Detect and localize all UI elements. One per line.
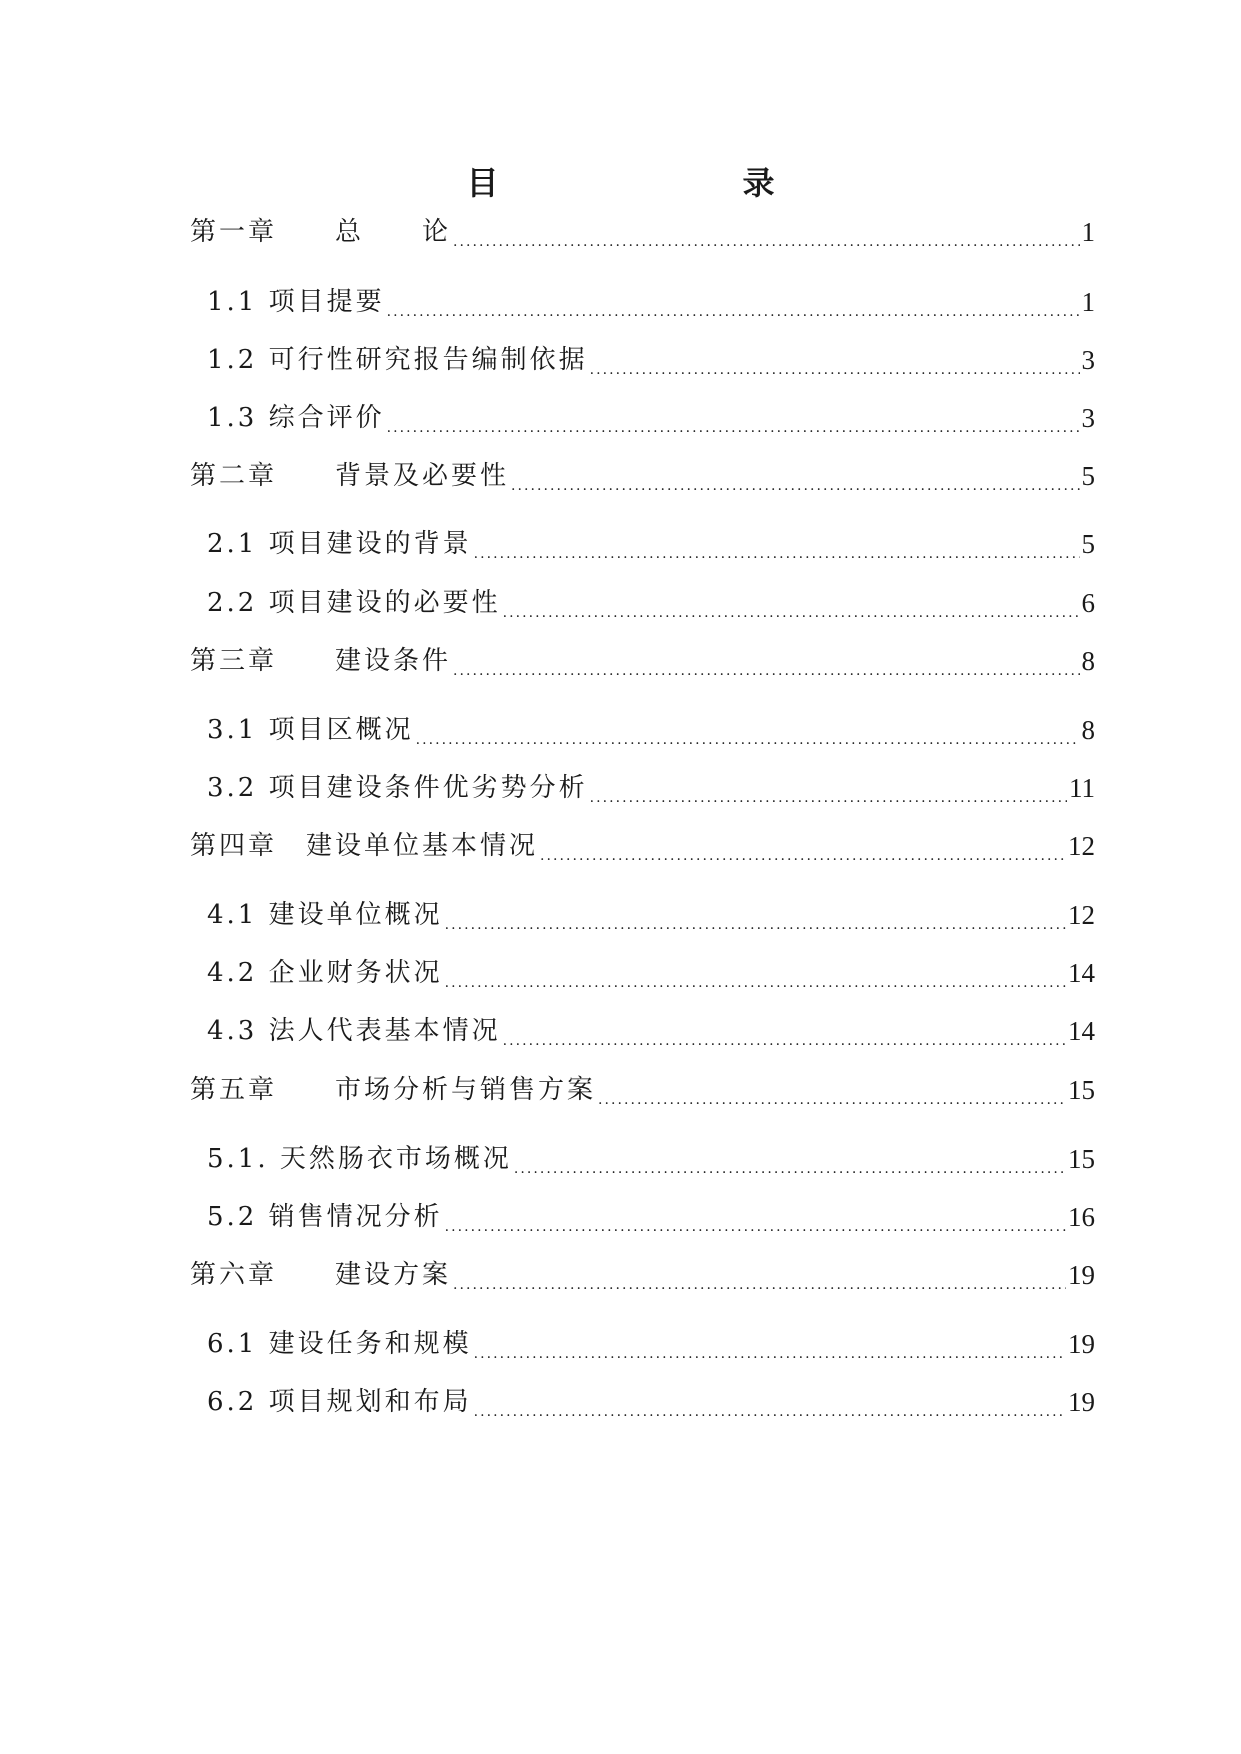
toc-entry-label: 3.1 项目区概况 — [207, 715, 414, 745]
toc-chapter-entry[interactable] — [190, 209, 1095, 249]
toc-entry-label: 4.3 法人代表基本情况 — [207, 1016, 501, 1046]
toc-entry-label: 6.1 建设任务和规模 — [207, 1329, 472, 1359]
toc-dot-leader — [598, 1073, 1066, 1107]
toc-chapter-entry[interactable] — [190, 453, 1095, 493]
toc-entry-label: 第三章 建设条件 — [190, 646, 452, 676]
toc-entry-label: 2.2 项目建设的必要性 — [207, 588, 501, 618]
toc-page-number: 12 — [1068, 900, 1095, 930]
toc-page-number: 16 — [1068, 1202, 1095, 1232]
toc-page-number: 11 — [1069, 773, 1095, 803]
toc-page-number: 12 — [1068, 831, 1095, 861]
toc-page-number: 14 — [1068, 1016, 1095, 1046]
toc-dot-leader — [474, 1385, 1066, 1419]
toc-entry-label: 6.2 项目规划和布局 — [207, 1387, 472, 1417]
toc-title: 目 录 — [466, 164, 835, 202]
toc-section-entry[interactable] — [207, 765, 1095, 805]
toc-dot-leader — [503, 586, 1080, 620]
toc-page-number: 19 — [1068, 1329, 1095, 1359]
toc-section-entry[interactable] — [207, 707, 1095, 747]
toc-dot-leader — [474, 1327, 1066, 1361]
toc-section-entry[interactable] — [207, 580, 1095, 620]
toc-page-number: 5 — [1081, 461, 1095, 491]
toc-chapter-entry[interactable] — [190, 638, 1095, 678]
toc-section-entry[interactable] — [207, 1194, 1095, 1234]
toc-dot-leader — [445, 956, 1066, 990]
toc-section-entry[interactable] — [207, 1321, 1095, 1361]
toc-entry-label: 第五章 市场分析与销售方案 — [190, 1075, 597, 1105]
toc-page-number: 15 — [1068, 1144, 1095, 1174]
toc-page-number: 14 — [1068, 958, 1095, 988]
toc-section-entry[interactable] — [207, 1379, 1095, 1419]
toc-page-number: 6 — [1081, 588, 1095, 618]
toc-entry-label: 第二章 背景及必要性 — [190, 461, 510, 491]
toc-entry-label: 4.2 企业财务状况 — [207, 958, 443, 988]
toc-page-number: 15 — [1068, 1075, 1095, 1105]
toc-page-number: 3 — [1081, 403, 1095, 433]
toc-dot-leader — [445, 1200, 1066, 1234]
toc-entry-label: 第六章 建设方案 — [190, 1260, 452, 1290]
toc-entry-label: 4.1 建设单位概况 — [207, 900, 443, 930]
toc-dot-leader — [514, 1142, 1066, 1176]
toc-dot-leader — [590, 343, 1080, 377]
toc-dot-leader — [453, 644, 1079, 678]
toc-entry-label: 5.1. 天然肠衣市场概况 — [207, 1144, 512, 1174]
toc-entry-label: 1.1 项目提要 — [207, 287, 385, 317]
toc-section-entry[interactable] — [207, 1136, 1095, 1176]
toc-dot-leader — [474, 527, 1080, 561]
toc-section-entry[interactable] — [207, 337, 1095, 377]
toc-dot-leader — [387, 401, 1080, 435]
toc-page-number: 19 — [1068, 1260, 1095, 1290]
toc-dot-leader — [453, 215, 1079, 249]
toc-entry-label: 1.3 综合评价 — [207, 403, 385, 433]
toc-page-number: 8 — [1081, 715, 1095, 745]
toc-section-entry[interactable] — [207, 892, 1095, 932]
toc-section-entry[interactable] — [207, 279, 1095, 319]
toc-entry-label: 3.2 项目建设条件优劣势分析 — [207, 773, 588, 803]
toc-page-number: 19 — [1068, 1387, 1095, 1417]
toc-chapter-entry[interactable] — [190, 823, 1095, 863]
toc-page-number: 3 — [1081, 345, 1095, 375]
toc-section-entry[interactable] — [207, 395, 1095, 435]
toc-dot-leader — [540, 829, 1066, 863]
toc-section-entry[interactable] — [207, 1008, 1095, 1048]
toc-dot-leader — [511, 459, 1079, 493]
toc-chapter-entry[interactable] — [190, 1252, 1095, 1292]
toc-chapter-entry[interactable] — [190, 1067, 1095, 1107]
toc-section-entry[interactable] — [207, 521, 1095, 561]
toc-entry-label: 第四章 建设单位基本情况 — [190, 831, 539, 861]
toc-page-number: 8 — [1081, 646, 1095, 676]
toc-page-number: 1 — [1081, 217, 1095, 247]
toc-page-number: 1 — [1081, 287, 1095, 317]
toc-dot-leader — [453, 1258, 1066, 1292]
toc-dot-leader — [387, 285, 1080, 319]
toc-page-number: 5 — [1081, 529, 1095, 559]
toc-section-entry[interactable] — [207, 950, 1095, 990]
toc-dot-leader — [445, 898, 1066, 932]
toc-entry-label: 1.2 可行性研究报告编制依据 — [207, 345, 588, 375]
toc-entry-label: 2.1 项目建设的背景 — [207, 529, 472, 559]
toc-dot-leader — [590, 771, 1067, 805]
toc-entry-label: 第一章 总 论 — [190, 217, 452, 247]
toc-dot-leader — [416, 713, 1080, 747]
toc-dot-leader — [503, 1014, 1066, 1048]
toc-entry-label: 5.2 销售情况分析 — [207, 1202, 443, 1232]
